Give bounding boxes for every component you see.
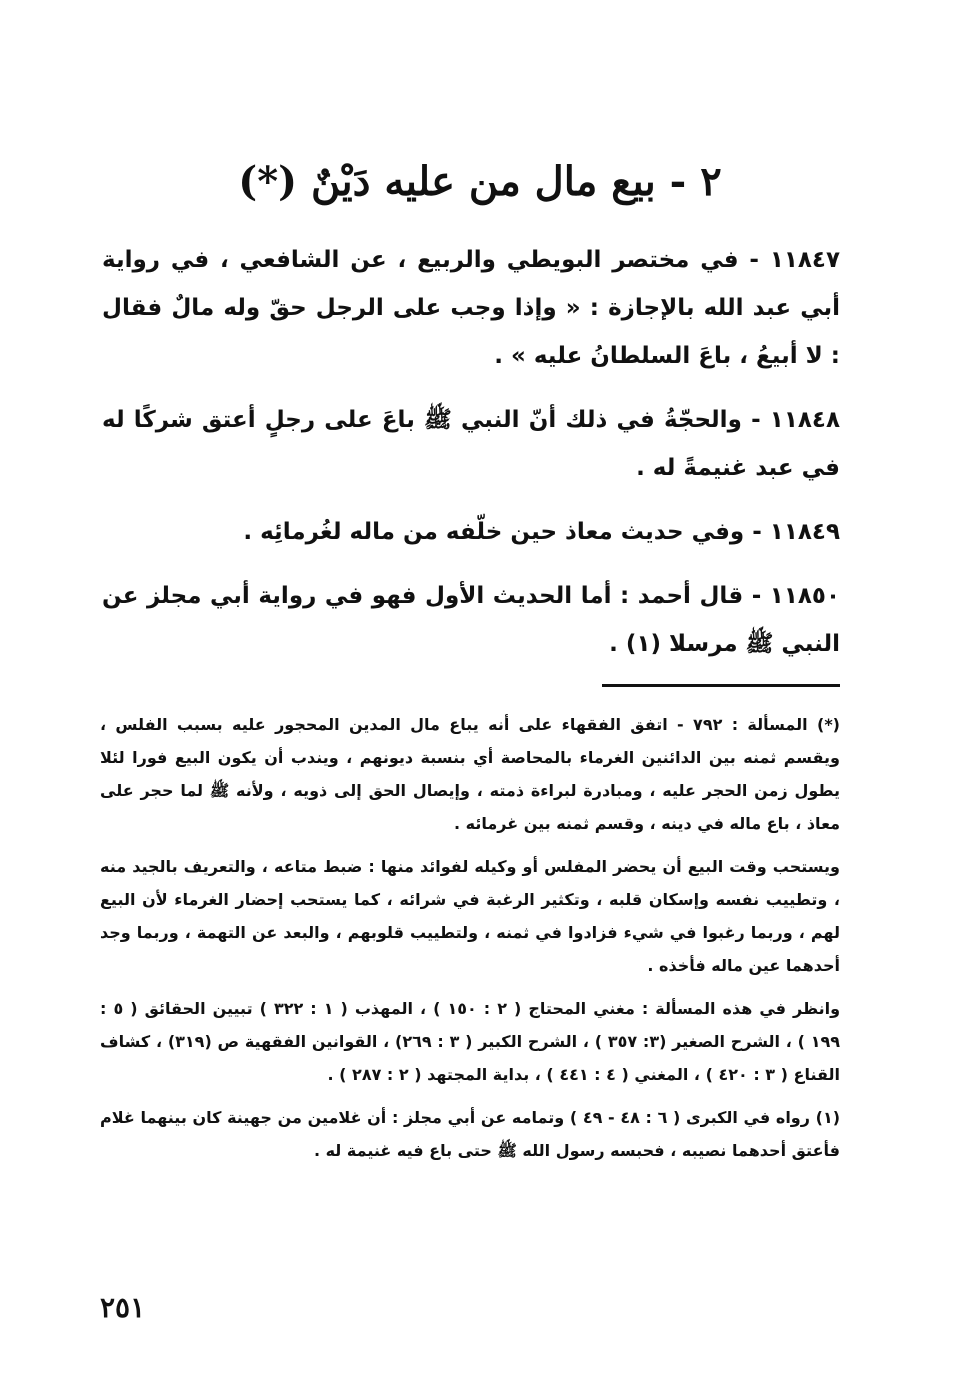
chapter-title: ٢ - بيع مال من عليه دَيْنٌ (*) (238, 158, 722, 205)
footnote-1: (١) رواه في الكبرى ( ٦ : ٤٨ - ٤٩ ) وتمامه عن أبي مجلز : أن غلامين من جهينة كان بينهما غلام فأعتق أحدهما نصيبه ، فحبسه رسول الله ﷺ حتى باع فيه غنيمة له . (100, 1108, 841, 1160)
paragraph-11850 (102, 572, 840, 668)
paragraph-text: قال أحمد : أما الحديث الأول فهو في رواية أبي مجلز عن النبي ﷺ مرسلا (١) . (102, 583, 840, 657)
paragraph-11847 (102, 236, 840, 380)
footnote-references: وانظر في هذه المسألة : مغني المحتاج ( ٢ : ١٥٠ ) ، المهذب ( ١ : ٣٢٢ ) تبيين الحقائق ( ٥ : ١٩٩ ) ، الشرح الصغير (٣: ٣٥٧ ) ، الشرح الكبير ( ٣ : ٢٦٩) ، القوانين الفقهية ص (٣١٩) ، كشاف القناع ( ٣ : ٤٢٠ ) ، المغني ( ٤ : ٤٤١ ) ، بداية المجتهد ( ٢ : ٢٨٧ ) . (100, 999, 841, 1084)
paragraph-text: في مختصر البويطي والربيع ، عن الشافعي ، في رواية أبي عبد الله بالإجازة : « وإذا وجب على الرجل حقّ وله مالٌ فقال : لا أبيعُ ، باعَ السلطانُ عليه » . (102, 247, 840, 369)
footnote-separator (602, 684, 840, 687)
paragraph-text: والحجّةُ في ذلك أنّ النبي ﷺ باعَ على رجلٍ أعتق شركًا له في عبد غنيمةً له . (102, 407, 840, 481)
paragraph-11849 (102, 508, 840, 556)
footnote-issue: (*) المسألة : ٧٩٢ - اتفق الفقهاء على أنه يباع مال المدين المحجور عليه بسبب الفلس ، ويقسم ثمنه بين الدائنين الغرماء بالمحاصة أي بنسبة ديونهم ، ويندب أن يكون البيع فورا لئلا يطول زمن الحجر عليه ، ومبادرة لبراءة ذمته ، وإيصال الحق إلى ذويه ، ولأنه ﷺ لما حجر على معاذ ، باع ماله في دينه ، وقسم ثمنه بين غرمائه . (100, 715, 840, 833)
paragraph-number: ١١٨٥٠ - (751, 583, 840, 609)
page-number: ٢٥١ (100, 1291, 146, 1324)
paragraph-text: وفي حديث معاذ حين خلّفه من ماله لغُرمائِه . (243, 519, 745, 545)
paragraph-number: ١١٨٤٨ - (751, 407, 840, 433)
footnotes (100, 708, 840, 1177)
paragraph-number: ١١٨٤٧ - (749, 247, 841, 273)
paragraph-11848 (102, 396, 840, 492)
paragraph-number: ١١٨٤٩ - (752, 519, 840, 545)
main-text (102, 236, 840, 684)
footnote-recommendation: ويستحب وقت البيع أن يحضر المفلس أو وكيله لفوائد منها : ضبط متاعه ، والتعريف بالجيد منه ، وتطييب نفسه وإسكان قلبه ، وتكثير الرغبة في شرائه ، كما يستحب إحضار الغرماء لأن البيع لهم ، وربما رغبوا في شيء فزادوا في ثمنه ، ولتطييب قلوبهم ، والبعد عن التهمة ، وربما وجد أحدهما عين ماله فأخذه . (100, 857, 840, 975)
